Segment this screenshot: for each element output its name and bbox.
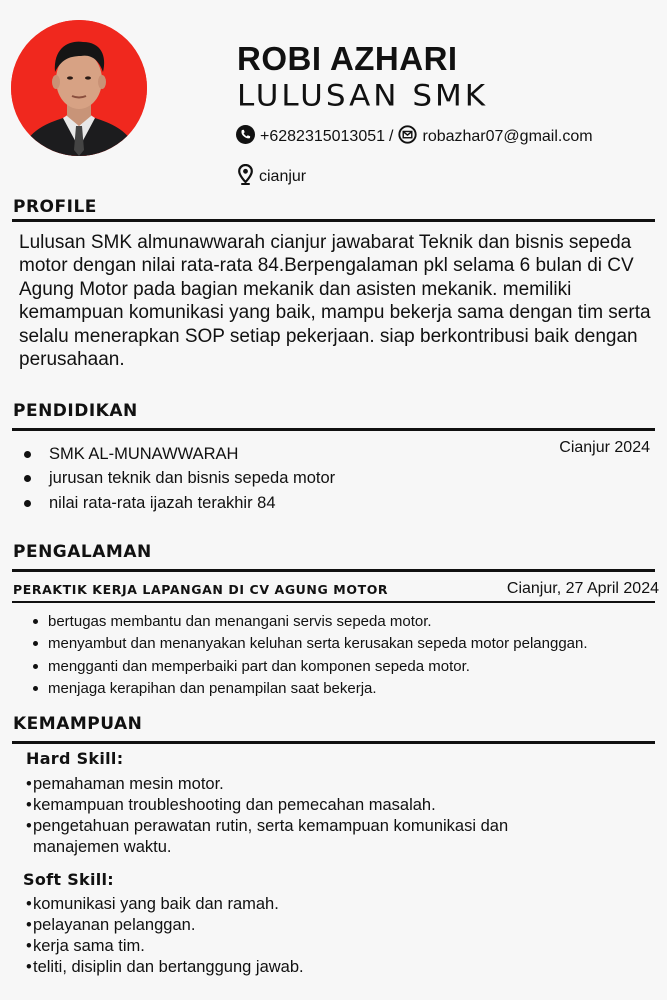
list-item — [24, 467, 335, 492]
phone-icon — [236, 125, 255, 149]
experience-item: bertugas membantu dan menangani servis sepeda motor. — [48, 612, 432, 630]
contact-row — [236, 125, 593, 149]
location-row — [238, 164, 306, 190]
education-item: jurusan teknik dan bisnis sepeda motor — [49, 469, 336, 488]
list-item — [26, 957, 626, 978]
soft-skill-item: komunikasi yang baik dan ramah. — [33, 895, 279, 913]
list-item — [24, 491, 335, 516]
experience-role: PERAKTIK KERJA LAPANGAN DI CV AGUNG MOTOR — [13, 582, 389, 597]
list-item — [26, 894, 626, 915]
soft-skill-heading: Soft Skill: — [23, 870, 115, 889]
bullet-icon — [33, 641, 38, 646]
list-item — [26, 936, 626, 957]
hard-skill-item: pemahaman mesin motor. — [33, 775, 224, 793]
profile-summary: Lulusan SMK almunawwarah cianjur jawabarat Teknik dan bisnis sepeda motor dengan nilai rata-rata 84.Berpengalaman pkl selama 6 bulan di CV Agung Motor pada bagian mekanik dan asisten mekanik. memiliki kemampuan komunikasi yang baik, mampu bekerja sama dengan tim serta selalu menerapkan SOP setiap pekerjaan. siap berkontribusi baik dengan perusahaan. — [19, 232, 651, 371]
profile-photo — [11, 20, 147, 156]
mail-icon — [398, 125, 417, 149]
experience-item: mengganti dan memperbaiki part dan komponen sepeda motor. — [48, 657, 470, 675]
location-pin-icon — [238, 164, 253, 190]
soft-skill-list — [26, 894, 626, 978]
bullet-icon: • — [26, 775, 32, 793]
bullet-icon: • — [26, 895, 32, 913]
list-item — [26, 816, 586, 858]
bullet-icon: • — [26, 916, 32, 934]
experience-item: menjaga kerapihan dan penampilan saat bekerja. — [48, 680, 377, 698]
bullet-icon — [24, 451, 31, 458]
section-divider — [12, 569, 655, 572]
bullet-icon — [33, 686, 38, 691]
person-avatar-icon — [11, 20, 147, 156]
bullet-icon — [24, 475, 31, 482]
candidate-name: ROBI AZHARI — [237, 40, 458, 77]
list-item — [26, 795, 626, 816]
list-item — [24, 442, 335, 467]
hard-skill-item: pengetahuan perawatan rutin, serta kemampuan komunikasi dan manajemen waktu. — [33, 817, 509, 856]
section-divider — [12, 741, 655, 744]
list-item — [33, 610, 588, 633]
section-title-profile: PROFILE — [13, 197, 97, 217]
list-item — [33, 678, 588, 701]
soft-skill-item: pelayanan pelanggan. — [33, 916, 196, 934]
education-item: SMK AL-MUNAWWARAH — [49, 444, 239, 463]
bullet-icon — [24, 500, 31, 507]
soft-skill-item: teliti, disiplin dan bertanggung jawab. — [33, 958, 304, 976]
sub-divider — [12, 601, 655, 603]
section-title-education: PENDIDIKAN — [13, 401, 138, 421]
bullet-icon — [33, 664, 38, 669]
location-text: cianjur — [259, 168, 307, 185]
education-list — [24, 442, 335, 516]
section-divider — [12, 428, 655, 431]
hard-skill-heading: Hard Skill: — [26, 749, 124, 768]
list-item — [26, 774, 626, 795]
bullet-icon: • — [26, 817, 32, 835]
soft-skill-item: kerja sama tim. — [33, 937, 145, 955]
bullet-icon: • — [26, 958, 32, 976]
bullet-icon — [33, 619, 38, 624]
section-title-experience: PENGALAMAN — [13, 542, 152, 562]
list-item — [26, 915, 626, 936]
list-item — [33, 655, 588, 678]
bullet-icon: • — [26, 796, 32, 814]
education-item: nilai rata-rata ijazah terakhir 84 — [49, 493, 276, 512]
phone-number[interactable]: +6282315013051 — [260, 128, 386, 145]
experience-item: menyambut dan menanyakan keluhan serta kerusakan sepeda motor pelanggan. — [48, 635, 588, 653]
candidate-title: LULUSAN SMK — [237, 78, 489, 114]
experience-date: Cianjur, 27 April 2024 — [506, 580, 659, 597]
hard-skill-list — [26, 774, 626, 858]
list-item — [33, 633, 588, 656]
contact-separator: / — [389, 128, 394, 145]
experience-list — [33, 610, 588, 700]
section-divider — [12, 219, 655, 222]
hard-skill-item: kemampuan troubleshooting dan pemecahan masalah. — [33, 796, 436, 814]
education-date: Cianjur 2024 — [559, 439, 650, 456]
email-address[interactable]: robazhar07@gmail.com — [422, 128, 593, 145]
bullet-icon: • — [26, 937, 32, 955]
section-title-skills: KEMAMPUAN — [13, 714, 143, 734]
